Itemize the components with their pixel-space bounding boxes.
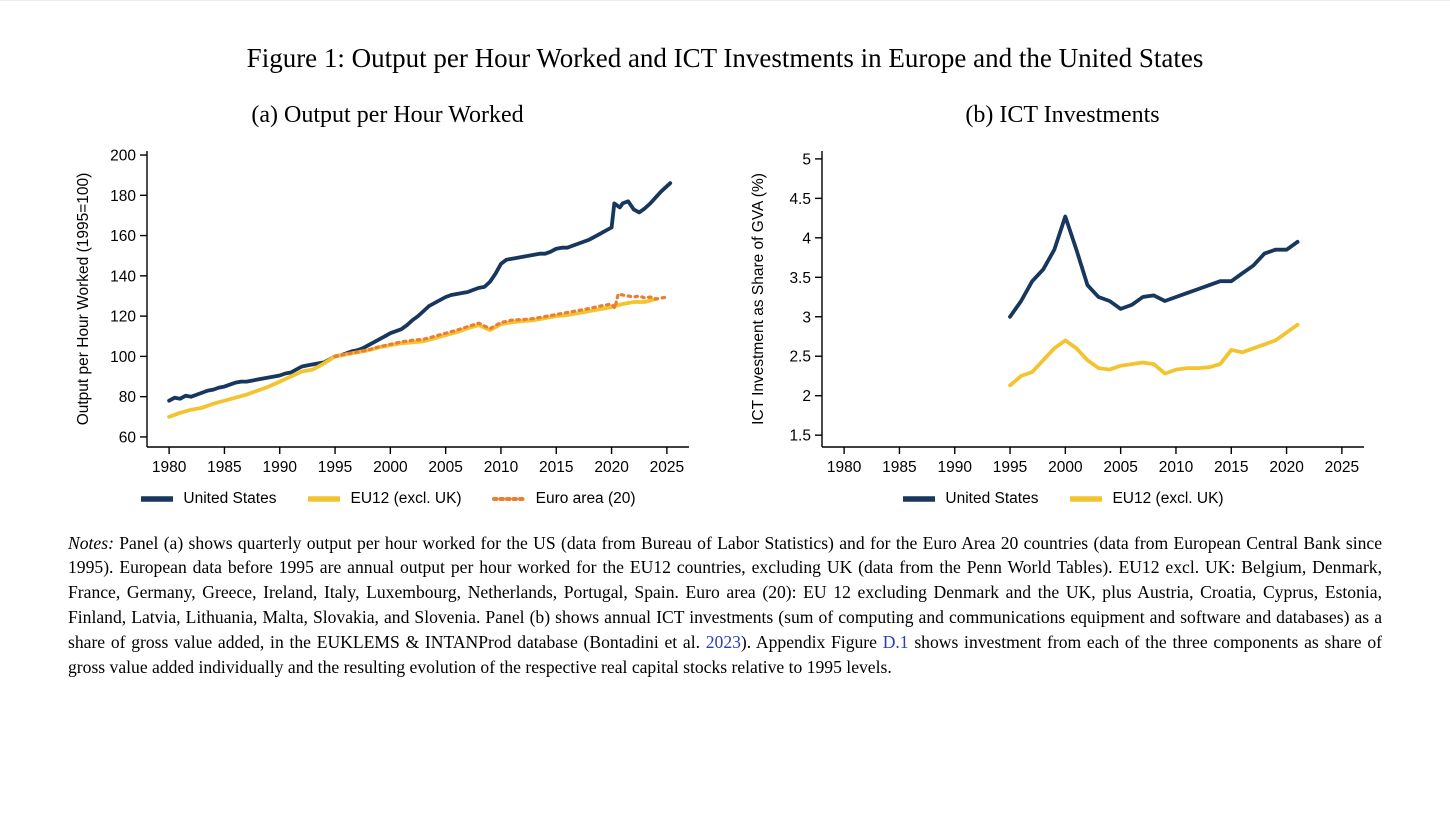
legend-label-united-states: United States [183, 490, 277, 507]
svg-text:1990: 1990 [261, 459, 297, 476]
series-line-eu12-excl-uk [1010, 325, 1298, 386]
panel-b-y-axis-label: ICT Investment as Share of GVA (%) [749, 173, 767, 425]
svg-text:2025: 2025 [649, 459, 684, 476]
legend-item-united-states [901, 491, 1038, 507]
svg-text:1995: 1995 [992, 459, 1027, 476]
panel-b-title: (b) ICT Investments [965, 102, 1160, 128]
svg-text:1980: 1980 [826, 459, 861, 476]
svg-text:80: 80 [118, 389, 136, 407]
figure-notes [68, 531, 1382, 681]
svg-text:1990: 1990 [936, 459, 972, 476]
legend-item-eu12-excl-uk [306, 491, 461, 507]
legend-swatch-eu12-excl-uk [1068, 494, 1104, 504]
notes-text-segment: ). Appendix Figure [740, 632, 883, 653]
svg-text:2000: 2000 [372, 459, 408, 476]
series-line-united-states [169, 183, 670, 401]
svg-text:3.5: 3.5 [788, 269, 811, 287]
panel-a-chart [71, 137, 705, 489]
svg-text:2005: 2005 [427, 459, 463, 476]
svg-text:2010: 2010 [1158, 459, 1193, 476]
svg-text:1995: 1995 [317, 459, 352, 476]
legend-swatch-eu12-excl-uk [306, 494, 342, 504]
svg-text:2: 2 [801, 388, 811, 406]
figure-title: Figure 1: Output per Hour Worked and ICT Investments in Europe and the United States [246, 43, 1204, 73]
svg-text:2015: 2015 [1213, 459, 1249, 476]
legend-swatch-united-states [901, 494, 937, 504]
panel-a-title: (a) Output per Hour Worked [251, 102, 524, 128]
legend-swatch-united-states [139, 494, 175, 504]
legend-item-united-states [139, 491, 276, 507]
svg-text:2020: 2020 [593, 459, 629, 476]
svg-text:180: 180 [109, 187, 136, 205]
svg-text:2015: 2015 [538, 459, 574, 476]
citation-link-bontadini-2023[interactable]: 2023 [705, 632, 741, 653]
svg-text:1985: 1985 [206, 459, 242, 476]
svg-text:1980: 1980 [151, 459, 186, 476]
svg-text:140: 140 [109, 268, 136, 286]
panels-row [0, 102, 1450, 507]
appendix-figure-d1-link[interactable]: D.1 [882, 632, 909, 653]
legend-item-euro-area-20 [492, 491, 636, 507]
series-line-eu12-excl-uk [169, 299, 656, 417]
svg-text:100: 100 [109, 348, 136, 366]
svg-text:2025: 2025 [1324, 459, 1359, 476]
svg-text:2.5: 2.5 [788, 348, 811, 366]
svg-text:160: 160 [109, 228, 136, 246]
notes-text-segment: Notes: [68, 532, 114, 553]
svg-text:200: 200 [109, 147, 136, 165]
svg-text:120: 120 [109, 308, 136, 326]
legend-label-eu12-excl-uk: EU12 (excl. UK) [1112, 490, 1224, 507]
legend-item-eu12-excl-uk [1068, 491, 1223, 507]
legend-label-eu12-excl-uk: EU12 (excl. UK) [350, 490, 462, 507]
notes-text-segment: shows investment from each of the three components as share of gross value added individually and the resulting evolution of the respective real capital stocks relative to 1995 levels. [68, 632, 1382, 678]
panel-b-chart [746, 137, 1380, 489]
panel-b-plot [746, 137, 1380, 489]
svg-text:2020: 2020 [1268, 459, 1304, 476]
legend-label-united-states: United States [945, 490, 1039, 507]
panel-a-plot [71, 137, 705, 489]
svg-text:4.5: 4.5 [788, 190, 811, 208]
svg-text:2005: 2005 [1102, 459, 1138, 476]
svg-text:2000: 2000 [1047, 459, 1083, 476]
svg-text:1985: 1985 [881, 459, 917, 476]
series-line-united-states [1010, 217, 1298, 317]
notes-text-segment: Panel (a) shows quarterly output per hour worked for the US (data from Bureau of Labor Statistics) and for the Euro Area 20 countries (data from European Central Bank since 1995). European data before 1995 are annual output per hour worked for the EU12 countries, excluding UK (data from the Penn World Tables). EU12 excl. UK: Belgium, Denmark, France, Germany, Greece, Ireland, Italy, Luxembourg, Netherlands, Portugal, Spain. Euro area (20): EU 12 excluding Denmark and the UK, plus Austria, Croatia, Cyprus, Estonia, Finland, Latvia, Lithuania, Malta, Slovakia, and Slovenia. Panel (b) shows annual ICT investments (sum of computing and communications equipment and software and databases) as a share of gross value added, in the EUKLEMS & INTANProd database (Bontadini et al. [68, 532, 1382, 653]
legend-swatch-euro-area-20 [492, 494, 528, 504]
svg-text:2010: 2010 [483, 459, 518, 476]
svg-text:3: 3 [801, 309, 811, 327]
svg-text:60: 60 [118, 429, 136, 447]
svg-text:5: 5 [801, 151, 811, 169]
legend-label-euro-area-20: Euro area (20) [535, 490, 636, 507]
svg-text:4: 4 [801, 230, 811, 248]
panel-b-legend [901, 491, 1223, 507]
panel-a-legend [139, 491, 635, 507]
panel-a-y-axis-label: Output per Hour Worked (1995=100) [74, 172, 92, 426]
panel-b [740, 102, 1385, 507]
panel-a [65, 102, 710, 507]
svg-text:1.5: 1.5 [788, 427, 811, 445]
